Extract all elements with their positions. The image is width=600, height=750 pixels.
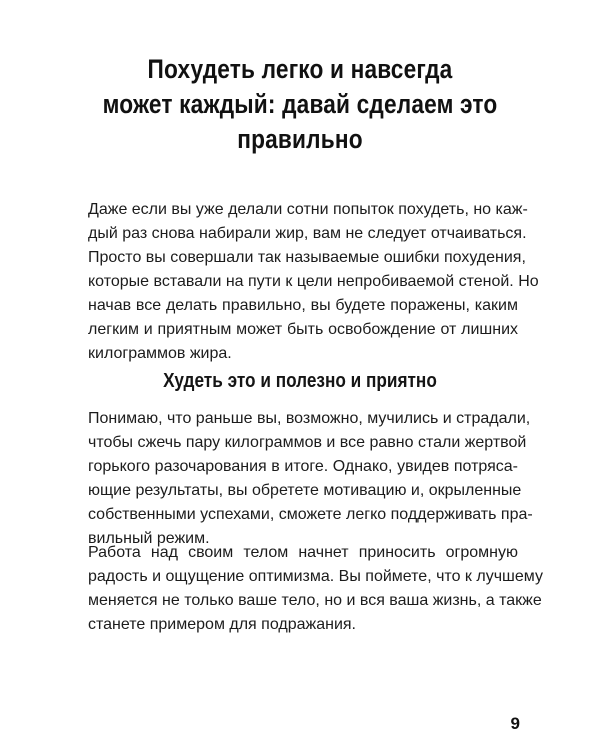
- section-heading: Худеть это и полезно и приятно: [163, 370, 437, 392]
- section-paragraph-2: [88, 541, 543, 637]
- intro-paragraph: [88, 198, 539, 366]
- text-line: вильный режим.: [88, 530, 210, 547]
- text-line: радость и ощущение оптимизма. Вы поймете, что к лучшему: [88, 568, 543, 585]
- text-line: станете примером для подражания.: [88, 616, 356, 633]
- chapter-title-line: Похудеть легко и навсегда: [147, 54, 453, 84]
- section-paragraph-1: [88, 407, 533, 551]
- text-line: которые вставали на пути к цели непробиваемой стеной. Но: [88, 273, 539, 290]
- chapter-title-line: может каждый: давай сделаем это: [102, 89, 498, 119]
- text-line: Просто вы совершали так называемые ошибки похудения,: [88, 249, 526, 266]
- text-line: килограммов жира.: [88, 345, 232, 362]
- text-line: Работа над своим телом начнет приносить огромную: [88, 544, 518, 561]
- text-line: чтобы сжечь пару килограммов и все равно стали жертвой: [88, 434, 527, 451]
- text-line: начав все делать правильно, вы будете поражены, каким: [88, 297, 518, 314]
- text-line: горького разочарования в итоге. Однако, увидев потряса-: [88, 458, 518, 475]
- text-line: собственными успехами, сможете легко поддерживать пра-: [88, 506, 533, 523]
- text-line: легким и приятным может быть освобождение от лишних: [88, 321, 518, 338]
- text-line: Понимаю, что раньше вы, возможно, мучились и страдали,: [88, 410, 531, 427]
- chapter-title-line: правильно: [237, 124, 363, 154]
- chapter-title: [98, 52, 501, 157]
- text-line: Даже если вы уже делали сотни попыток похудеть, но каж-: [88, 201, 528, 218]
- text-line: дый раз снова набирали жир, вам не следует отчаиваться.: [88, 225, 527, 242]
- text-line: меняется не только ваше тело, но и вся ваша жизнь, а также: [88, 592, 542, 609]
- text-line: ющие результаты, вы обретете мотивацию и, окрыленные: [88, 482, 522, 499]
- page-number: 9: [510, 714, 520, 733]
